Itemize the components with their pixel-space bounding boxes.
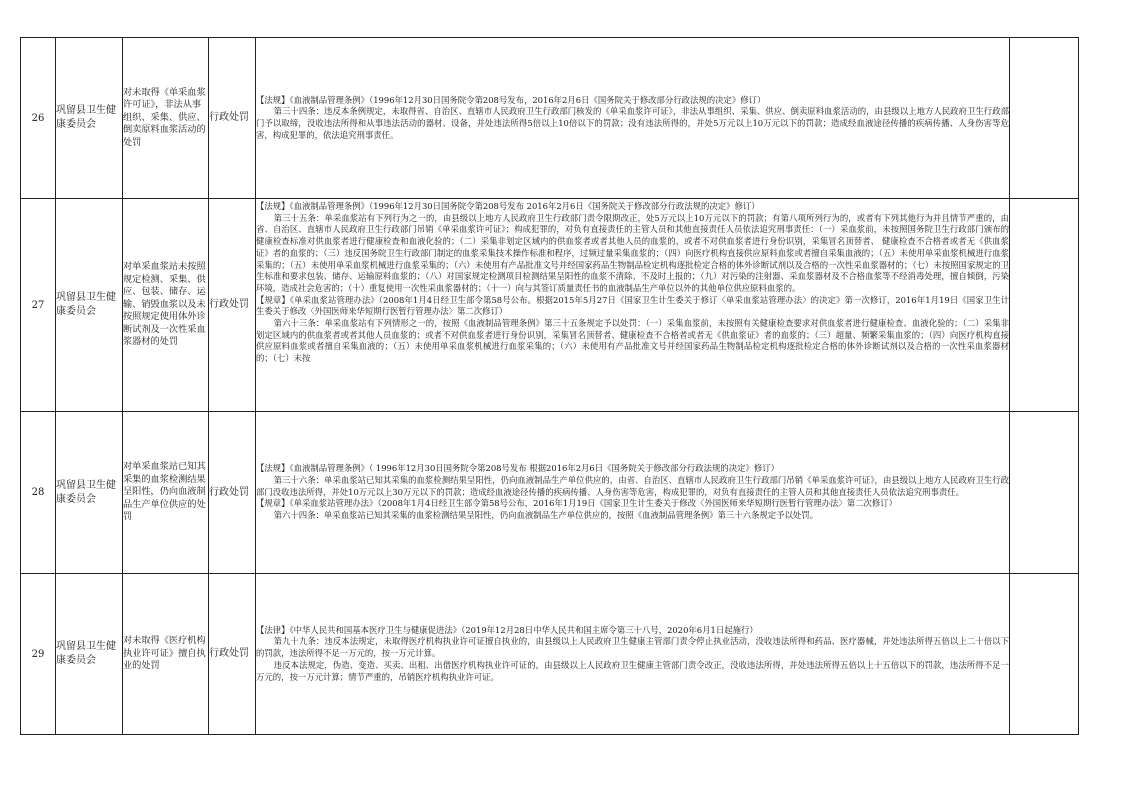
penalty-item-cell: 对未取得《单采血浆许可证》，非法从事组织、采集、供应、倒卖原料血浆活动的处罚 bbox=[123, 38, 209, 199]
table-row bbox=[21, 199, 1079, 412]
table-row bbox=[21, 412, 1079, 574]
remarks-cell bbox=[1010, 412, 1079, 574]
legal-basis-paragraph: 第三十四条：违反本条例规定，未取得省、自治区、直辖市人民政府卫生行政部门核发的《单采血浆许可证》，非法从事组织、采集、供应、倒卖原料血浆活动的，由县级以上地方人民政府卫生行政部门予以取缔，没收违法所得和从事违法活动的器材、设备，并处违法所得5倍以上10倍以下的罚款；没有违法所得的，并处5万元以上10万元以下的罚款；造成经血液途径传播的疾病传播、人身伤害等危害，构成犯罪的，依法追究刑事责任。 bbox=[256, 106, 1009, 140]
legal-basis-cell bbox=[256, 38, 1010, 199]
legal-basis-paragraph: 第三十六条：单采血浆站已知其采集的血浆检测结果呈阳性，仍向血液制品生产单位供应的，由省、自治区、直辖市人民政府卫生行政部门吊销《单采血浆许可证》，由县级以上地方人民政府卫生行政部门没收违法所得，并处10万元以上30万元以下的罚款；造成经血液途径传播的疾病传播、人身伤害等危害，构成犯罪的，对负有直接责任的主管人员和其他直接责任人员依法追究刑事责任。 bbox=[256, 474, 1009, 497]
legal-basis-paragraph: 违反本法规定，伪造、变造、买卖、出租、出借医疗机构执业许可证的，由县级以上人民政府卫生健康主管部门责令改正，没收违法所得，并处违法所得五倍以上十五倍以下的罚款，违法所得不足一万元的，按一万元计算；情节严重的，吊销医疗机构执业许可证。 bbox=[256, 659, 1009, 682]
table-row bbox=[21, 38, 1079, 199]
legal-basis-paragraph: 第九十九条：违反本法规定，未取得医疗机构执业许可证擅自执业的，由县级以上人民政府卫生健康主管部门责令停止执业活动，没收违法所得和药品、医疗器械，并处违法所得五倍以上二十倍以下的罚款，违法所得不足一万元的，按一万元计算。 bbox=[256, 636, 1009, 659]
department-cell: 巩留县卫生健康委员会 bbox=[56, 38, 123, 199]
remarks-cell bbox=[1010, 199, 1079, 412]
penalty-type-cell: 行政处罚 bbox=[209, 574, 256, 735]
penalty-type-cell: 行政处罚 bbox=[209, 38, 256, 199]
legal-basis-cell bbox=[256, 199, 1010, 412]
department-cell: 巩留县卫生健康委员会 bbox=[56, 412, 123, 574]
row-number: 26 bbox=[21, 38, 56, 199]
remarks-cell bbox=[1010, 574, 1079, 735]
legal-basis-paragraph: 【法律】《中华人民共和国基本医疗卫生与健康促进法》（2019年12月28日中华人民共和国主席令第三十八号，2020年6月1日起施行） bbox=[256, 624, 758, 635]
penalty-item-cell: 对单采血浆站已知其采集的血浆检测结果呈阳性，仍向血液制品生产单位供应的处罚 bbox=[123, 412, 209, 574]
row-number: 29 bbox=[21, 574, 56, 735]
legal-basis-paragraph: 第六十三条：单采血浆站有下列情形之一的，按照《血液制品管理条例》第三十五条规定予以处罚：（一）采集血浆前，未按照有关健康检查要求对供血浆者进行健康检查、血液化验的；（二）采集非划定区域内的供血浆者或者其他人员血浆的；或者不对供血浆者进行身份识别，采集冒名顶替者、健康检查不合格者或者无《供血浆证》者的血浆的；（三）超量、频繁采集血浆的；（四）向医疗机构直接供应原料血浆或者擅自采集血液的；（五）未使用单采血浆机械进行血浆采集的；（六）未使用有产品批准文号并经国家药品生物制品检定机构逐批检定合格的体外诊断试剂以及合格的一次性采血浆器材的；（七）未按 bbox=[256, 318, 1009, 364]
penalty-item-cell: 对未取得《医疗机构执业许可证》擅自执业的处罚 bbox=[123, 574, 209, 735]
penalty-table bbox=[20, 37, 1079, 735]
legal-basis-paragraph: 第六十四条：单采血浆站已知其采集的血浆检测结果呈阳性，仍向血液制品生产单位供应的，按照《血液制品管理条例》第三十六条规定予以处罚。 bbox=[273, 510, 818, 521]
legal-basis-paragraph: 【法规】《血液制品管理条例》（1996年12月30日国务院令第208号发布，2016年2月6日《国务院关于修改部分行政法规的决定》修订） bbox=[256, 94, 766, 105]
penalty-type-cell: 行政处罚 bbox=[209, 412, 256, 574]
legal-basis-cell bbox=[256, 412, 1010, 574]
legal-basis-paragraph: 【规章】《单采血浆站管理办法》（2008年1月4日经卫生部令第58号公布。根据2015年5月27日《国家卫生计生委关于修订〈单采血浆站管理办法〉的决定》第一次修订，2016年1月19日《国家卫生计生委关于修改〈外国医师来华短期行医暂行管理办法〉第二次修订） bbox=[256, 294, 1009, 317]
legal-basis-paragraph: 【规章】《单采血浆站管理办法》（2008年1月4日经卫生部令第58号公布，2016年1月19日《国家卫生计生委关于修改〈外国医师来华短期行医暂行管理办法〉第二次修订） bbox=[256, 498, 898, 509]
department-cell: 巩留县卫生健康委员会 bbox=[56, 574, 123, 735]
legal-basis-cell bbox=[256, 574, 1010, 735]
row-number: 27 bbox=[21, 199, 56, 412]
legal-basis-paragraph: 【法规】《血液制品管理条例》（1996年12月30日国务院令第208号发布 2016年2月6日《国务院关于修改部分行政法规的决定》修订） bbox=[256, 201, 760, 211]
penalty-item-cell: 对单采血浆站未按照规定检测、采集、供应、包装、储存、运输、销毁血浆以及未按照规定使用体外诊断试剂及一次性采血浆器材的处罚 bbox=[123, 199, 209, 412]
penalty-type-cell: 行政处罚 bbox=[209, 199, 256, 412]
legal-basis-paragraph: 【法规】《血液制品管理条例》（ 1996年12月30日国务院令第208号发布 根据2016年2月6日《国务院关于修改部分行政法规的决定》修订） bbox=[256, 463, 780, 474]
table-row bbox=[21, 574, 1079, 735]
legal-basis-paragraph: 第三十五条：单采血浆站有下列行为之一的，由县级以上地方人民政府卫生行政部门责令限期改正，处5万元以上10万元以下的罚款；有第八项所列行为的，或者有下列其他行为并且情节严重的，由省、自治区、直辖市人民政府卫生行政部门吊销《单采血浆许可证》；构成犯罪的，对负有直接责任的主管人员和其他直接责任人员依法追究刑事责任：（一）采血浆前，未按照国务院卫生行政部门颁布的健康检查标准对供血浆者进行健康检查和血液化验的；（二）采集非划定区域内的供血浆者或者其他人员的血浆的，或者不对供血浆者进行身份识别，采集冒名顶替者、 健康检查不合格者或者无《供血浆证》者的血浆的；（三）违反国务院卫生行政部门制定的血浆采集技术操作标准和程序，过频过量采集血浆的；（四）向医疗机构直接供应原料血浆或者擅自采集血液的；（五）未使用单采血浆机械进行血浆采集的；（五）未使用单采血浆机械进行血浆采集的；（六）未使用有产品批准文号并经国家药品生物制品检定机构逐批检定合格的体外诊断试剂以及合格的一次性采血浆器材的；（七）未按照国家规定的卫生标准和要求包装、储存、运输原料血浆的；（八）对国家规定检测项目检测结果呈阳性的血浆不清除、不及时上报的；（九）对污染的注射器、采血浆器材及不合格血浆等不经消毒处理，擅自倾倒，污染环境，造成社会危害的；（十）重复使用一次性采血浆器材的；（十一）向与其签订质量责任书的血液制品生产单位以外的其他单位供应原料血浆的。 bbox=[256, 212, 1009, 293]
remarks-cell bbox=[1010, 38, 1079, 199]
row-number: 28 bbox=[21, 412, 56, 574]
department-cell: 巩留县卫生健康委员会 bbox=[56, 199, 123, 412]
